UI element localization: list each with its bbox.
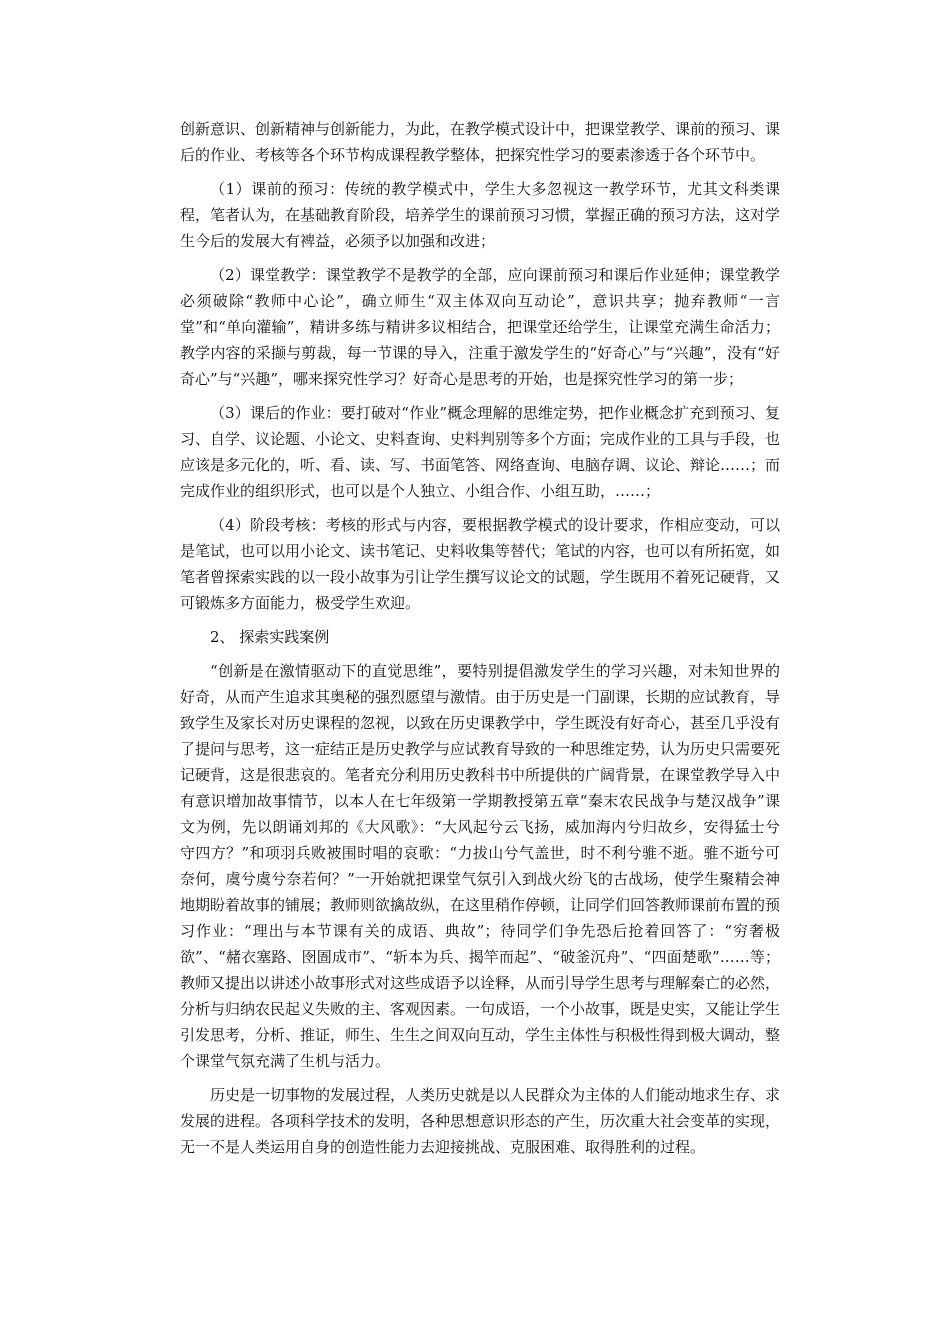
paragraph-intro-continued: 创新意识、创新精神与创新能力，为此，在教学模式设计中，把课堂教学、课前的预习、课后的作业、考核等各个环节构成课程教学整体，把探究性学习的要素渗透于各个环节中。 (180, 120, 781, 164)
paragraph-homework: （3）课后的作业：要打破对“作业”概念理解的思维定势，把作业概念扩充到预习、复习、自学、议论题、小论文、史料查询、史料判别等多个方面；完成作业的工具与手段，也应该是多元化的，听、看、读、写、书面笔答、网络查询、电脑存调、议论、辩论……；而完成作业的组织形式，也可以是个人独立、小组合作、小组互助，……； (180, 404, 781, 500)
document-page (180, 116, 780, 1168)
paragraph-preview: （1）课前的预习：传统的教学模式中，学生大多忽视这一教学环节，尤其文科类课程，笔者认为，在基础教育阶段，培养学生的课前预习习惯，掌握正确的预习方法，这对学生今后的发展大有裨益，必须予以加强和改进； (180, 180, 781, 250)
paragraph-case-study: “创新是在激情驱动下的直觉思维”，要特别提倡激发学生的学习兴趣，对未知世界的好奇，从而产生追求其奥秘的强烈愿望与激情。由于历史是一门副课，长期的应试教育，导致学生及家长对历史课程的忽视，以致在历史课教学中，学生既没有好奇心，甚至几乎没有了提问与思考，这一症结正是历史教学与应试教育导致的一种思维定势，认为历史只需要死记硬背，这是很悲哀的。笔者充分利用历史教科书中所提供的广阔背景，在课堂教学导入中有意识增加故事情节，以本人在七年级第一学期教授第五章“秦末农民战争与楚汉战争”课文为例，先以朗诵刘邦的《大风歌》：“大风起兮云飞扬，威加海内兮归故乡，安得猛士兮守四方？”和项羽兵败被围时唱的哀歌：“力拔山兮气盖世，时不利兮骓不逝。骓不逝兮可奈何，虞兮虞兮奈若何？”一开始就把课堂气氛引入到战火纷飞的古战场，使学生聚精会神地期盼着故事的铺展；教师则欲擒故纵，在这里稍作停顿，让同学们回答教师课前布置的预习作业：“理出与本节课有关的成语、典故”；待同学们争先恐后抢着回答了：“穷奢极欲”、“赭衣塞路、囹圄成市”、“斩本为兵、揭竿而起”、“破釜沉舟”、“四面楚歌”……等；教师又提出以讲述小故事形式对这些成语予以诠释，从而引导学生思考与理解秦亡的必然，分析与归纳农民起义失败的主、客观因素。一句成语，一个小故事，既是史实，又能让学生引发思考，分析、推证，师生、生生之间双向互动，学生主体性与积极性得到极大调动，整个课堂气氛充满了生机与活力。 (180, 662, 781, 1070)
paragraph-classroom-teaching: （2）课堂教学：课堂教学不是教学的全部，应向课前预习和课后作业延伸；课堂教学必须破除“教师中心论”，确立师生“双主体双向互动论”，意识共享；抛弃教师“一言堂”和“单向灌输”，精讲多练与精讲多议相结合，把课堂还给学生，让课堂充满生命活力；教学内容的采撷与剪裁，每一节课的导入，注重于激发学生的“好奇心”与“兴趣”，没有“好奇心”与“兴趣”，哪来探究性学习？好奇心是思考的开始，也是探究性学习的第一步； (180, 266, 780, 388)
paragraph-history-definition: 历史是一切事物的发展过程，人类历史就是以人民群众为主体的人们能动地求生存、求发展的进程。各项科学技术的发明，各种思想意识形态的产生，历次重大社会变革的实现，无一不是人类运用自身的创造性能力去迎接挑战、克服困难、取得胜利的过程。 (180, 1086, 781, 1156)
section-heading: 2、 探索实践案例 (210, 628, 330, 646)
paragraph-assessment: （4）阶段考核：考核的形式与内容，要根据教学模式的设计要求，作相应变动，可以是笔试，也可以用小论文、读书笔记、史料收集等替代；笔试的内容，也可以有所拓宽，如笔者曾探索实践的以一段小故事为引让学生撰写议论文的试题，学生既用不着死记硬背，又可锻炼多方面能力，极受学生欢迎。 (180, 516, 781, 612)
